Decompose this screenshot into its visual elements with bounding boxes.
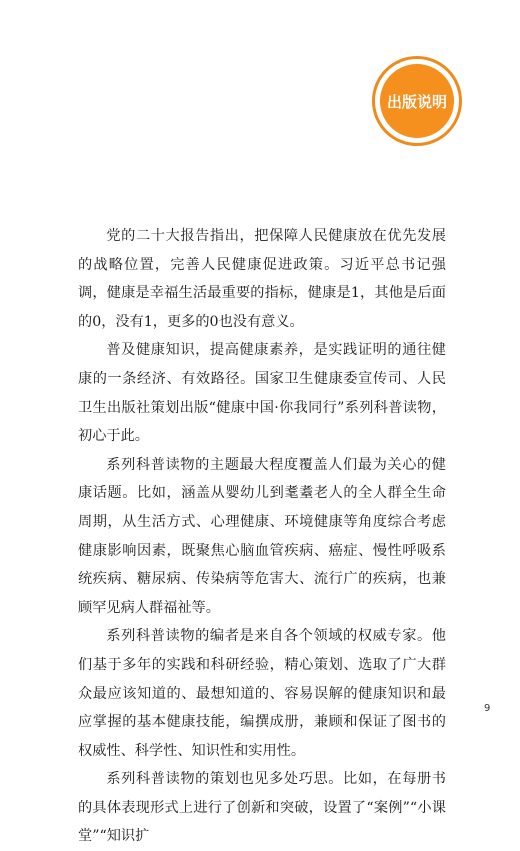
paragraph: 系列科普读物的主题最大程度覆盖人们最为关心的健康话题。比如，涵盖从婴幼儿到耄耋老人的全人群全生命周期，从生活方式、心理健康、环境健康等角度综合考虑健康影响因素，既聚焦心脑血管疾病、癌症、慢性呼吸系统疾病、糖尿病、传染病等危害大、流行广的疾病，也兼顾罕见病人群福祉等。 xyxy=(78,456,446,616)
page-number: 9 xyxy=(484,703,491,714)
body-text xyxy=(78,222,446,851)
section-title: 出版说明 xyxy=(386,92,447,111)
paragraph: 系列科普读物的编者是来自各个领域的权威专家。他们基于多年的实践和科研经验，精心策划、选取了广大群众最应该知道的、最想知道的、容易误解的健康知识和最应掌握的基本健康技能，编撰成册，兼顾和保证了图书的权威性、科学性、知识性和实用性。 xyxy=(78,628,446,759)
badge-circle xyxy=(380,64,454,138)
paragraph: 党的二十大报告指出，把保障人民健康放在优先发展的战略位置，完善人民健康促进政策。习近平总书记强调，健康是幸福生活最重要的指标，健康是1，其他是后面的0，没有1，更多的0也没有意义。 xyxy=(78,228,446,330)
paragraph: 普及健康知识，提高健康素养，是实践证明的通往健康的一条经济、有效路径。国家卫生健康委宣传司、人民卫生出版社策划出版“健康中国·你我同行”系列科普读物，初心于此。 xyxy=(78,342,446,445)
paragraph: 系列科普读物的策划也见多处巧思。比如，在每册书的具体表现形式上进行了创新和突破，设置了“案例”“小课堂”“知识扩 xyxy=(78,771,446,845)
section-title-badge xyxy=(372,56,462,146)
